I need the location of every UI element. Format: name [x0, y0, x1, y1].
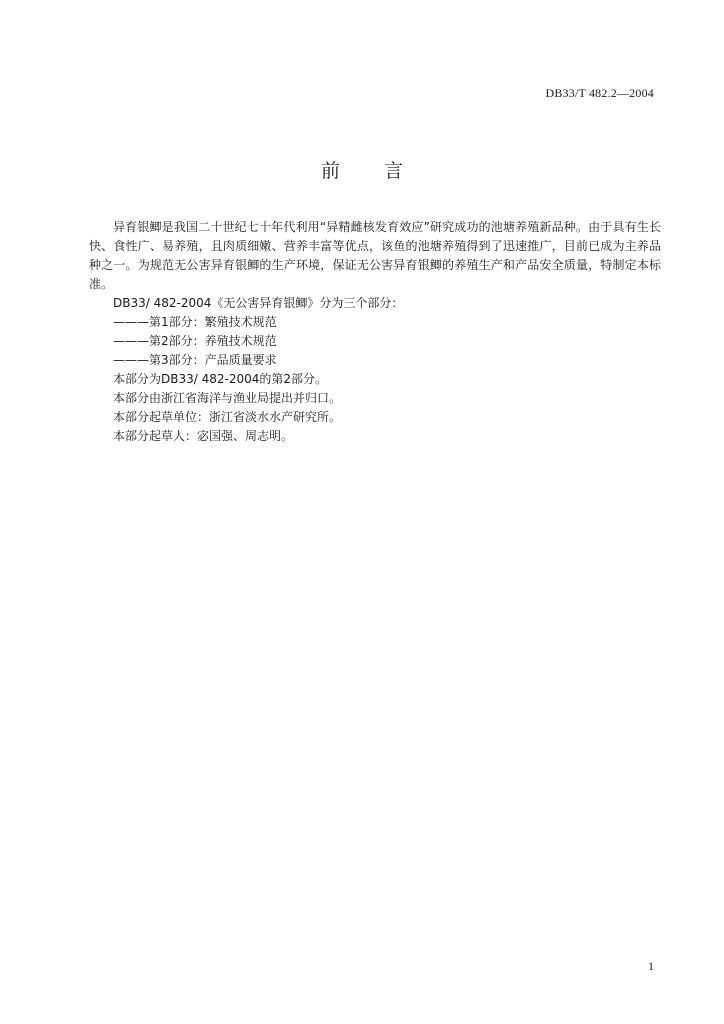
drafters-line: 本部分起草人：宓国强、周志明。 [113, 429, 294, 443]
section-title [0, 156, 724, 183]
part-1-line: ———第1部分：繁殖技术规范 [113, 315, 277, 329]
proposer-line: 本部分由浙江省海洋与渔业局提出并归口。 [113, 391, 342, 405]
standard-parts-line: DB33/ 482-2004《无公害异育银鲫》分为三个部分： [113, 296, 404, 310]
intro-paragraph: 异育银鲫是我国二十世纪七十年代利用“异精雌核发育效应”研究成功的池塘养殖新品种。由于具有生长快、食性广、易养殖，且肉质细嫩、营养丰富等优点，该鱼的池塘养殖得到了迅速推广，目前已成为主养品种之一。为规范无公害异育银鲫的生产环境，保证无公害异育银鲫的养殖生产和产品安全质量，特制定本标准。 [89, 220, 661, 291]
this-part-line: 本部分为DB33/ 482-2004的第2部分。 [113, 372, 328, 386]
page-number: 1 [648, 959, 654, 973]
part-2-line: ———第2部分：养殖技术规范 [113, 334, 277, 348]
foreword-body [89, 218, 661, 446]
title-char-1: 前 [320, 160, 340, 182]
part-3-line: ———第3部分：产品质量要求 [113, 353, 277, 367]
title-char-2: 言 [384, 160, 404, 182]
document-code: DB33/T 482.2—2004 [545, 86, 654, 100]
drafting-unit-line: 本部分起草单位：浙江省淡水水产研究所。 [113, 410, 342, 424]
